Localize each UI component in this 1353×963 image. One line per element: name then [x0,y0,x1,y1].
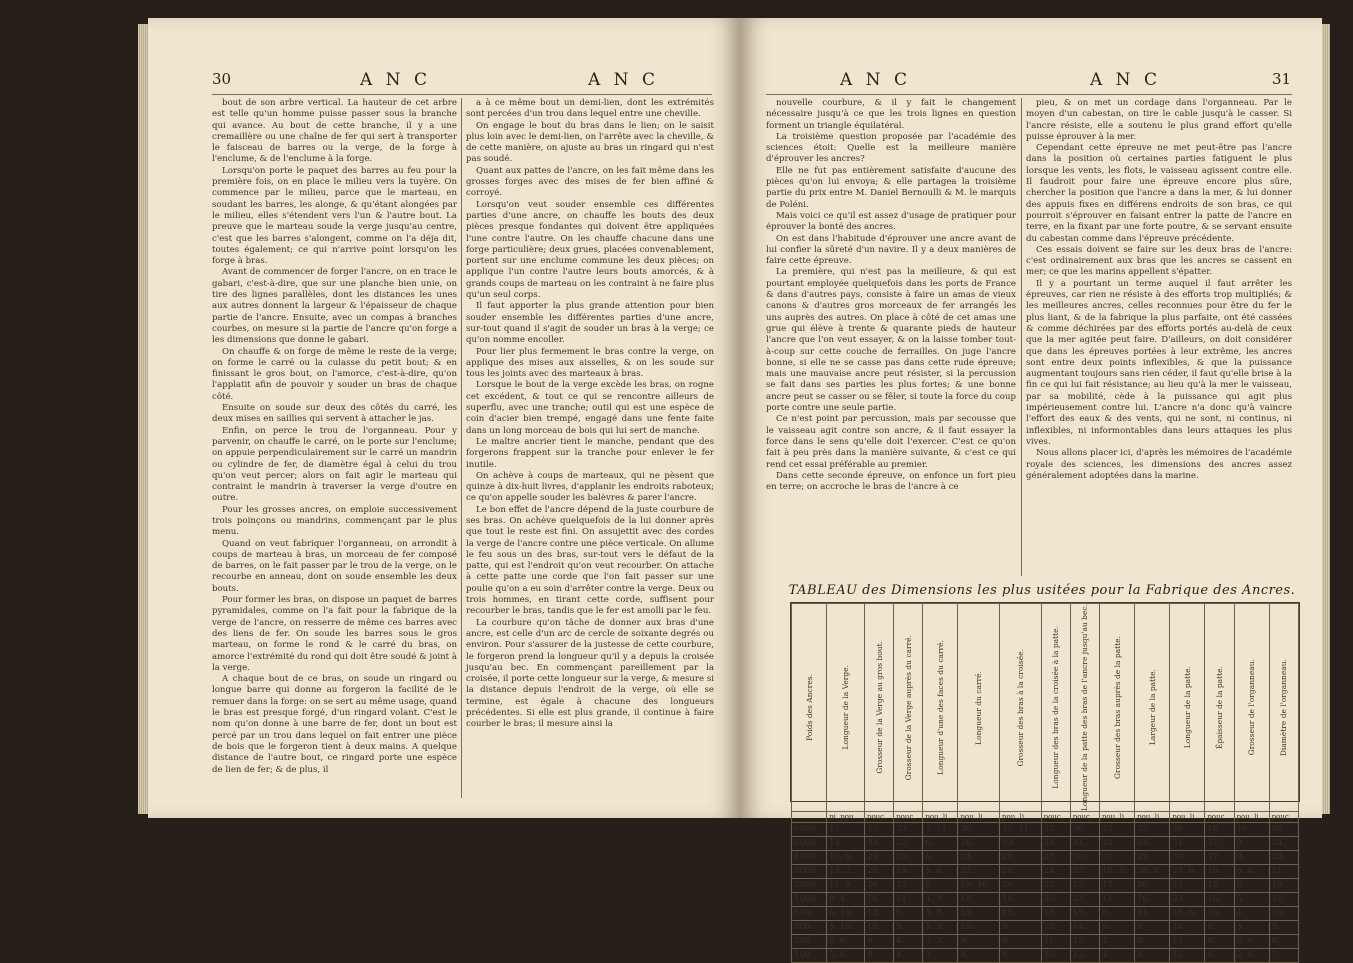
page-number-left: 30 [212,70,232,88]
table-unit-cell: pou. li. [923,811,958,822]
table-cell: 7. 11. [923,822,958,836]
table-cell: 9. [1000,920,1042,934]
column-divider [1021,98,1022,576]
left-page [148,18,740,818]
table-cell: 4. [1234,906,1269,920]
paragraph: La courbure qu'on tâche de donner aux bras d'une ancre, est celle d'un arc de cercle de soixante degrés ou environ. Pour s'assurer de la justesse de cette courbure, le forgeron prend la longueur qu'il y a depuis la croisée jusqu'au bec. En commençant pareillement par la croisée, il porte cette longueur sur la verge, & mesure si la distance depuis l'endroit de la verge, où elle se termine, est égale à chacune des longueurs précédentes. Si elle est plus grande, il continue à faire courber le bras; il mesure ainsi la [466,617,714,730]
table-cell: 25. [1170,878,1205,892]
table-cell: 10. [1205,906,1234,920]
table-cell: 10. [1269,906,1298,920]
paragraph: On chauffe & on forge de même le reste de la verge; on forme le carré ou la culasse du petit bout; & en finissant le gros bout, on l'amorce, c'est-à-dire, qu'on l'applatit afin de pouvoir y souder un bras de chaque côté. [212,346,457,402]
table-cell: 14. [1170,920,1205,934]
column-divider [461,98,462,798]
table-cell: 7. [1269,948,1298,962]
table-cell: 9. [864,934,893,948]
table-cell: 31. [1070,836,1099,850]
left-page-edge [138,24,148,814]
table-cell: 29. [864,850,893,864]
table-cell: 13. 2. [827,864,865,878]
paragraph: Pour lier plus fermement le bras contre la verge, on applique des mises aux aisselles, & on les soude sur tous les joints avec des marteaux à bras. [466,346,714,380]
table-cell: 8. [1205,920,1234,934]
table-cell: 6. [894,906,923,920]
table-cell: 6. 10. [827,906,865,920]
table-cell: 5. [1234,892,1269,906]
table-cell: 11. [1041,934,1070,948]
table-cell: 18. [958,892,1000,906]
table-cell: 29. [1000,850,1042,864]
table-cell: 6. [1099,906,1134,920]
table-cell: 20. [1099,850,1134,864]
table-header-cell [1234,604,1269,812]
table-cell: 35. [864,822,893,836]
table-caption: TABLEAU des Dimensions les plus usitées pour la Fabrique des Ancres. [788,583,1296,598]
paragraph: Il faut apporter la plus grande attention pour bien souder ensemble les différentes parties d'une ancre, sur-tout quand il s'agit de souder un bras à la verge; ce qu'on nomme encoller. [466,301,714,346]
table-cell: 8. [1269,934,1298,948]
table-cell: 12. [1041,920,1070,934]
table-cell: 5. [1099,920,1134,934]
table-cell: 6. [923,850,958,864]
table-cell: 8. [1234,878,1269,892]
table-cell: 300. [792,920,827,934]
table-cell: 23. [1170,892,1205,906]
table-cell: 5. 6. [923,864,958,878]
table-cell: 500. [792,906,827,920]
table-cell: 28. 1. [1135,864,1170,878]
table-cell: 15. [1041,906,1070,920]
paragraph: Ensuite on soude sur deux des côtés du carré, les deux mises en saillies qui servent à attacher le jas. [212,403,457,425]
table-cell: 17. [1099,878,1134,892]
paragraph: pieu, & on met un cordage dans l'organneau. Par le moyen d'un cabestan, on tire le cable jusqu'à le casser. Si l'ancre résiste, elle a soutenu le plus grand effort qu'elle puisse éprouver à la mer. [1026,98,1292,142]
table-cell: 22. [1099,836,1134,850]
paragraph: Quant aux pattes de l'ancre, on les fait même dans les grosses forges avec des mises de fer bien affiné & corroyé. [466,165,714,199]
table-cell: 9. [1269,920,1298,934]
paragraph: Nous allons placer ici, d'après les mémoires de l'académie royale des sciences, les dimensions des ancres assez généralement adoptées dans la marine. [1026,448,1292,481]
table-header-label: Diamètre de l'organneau. [1279,658,1289,757]
table-cell: 13. [1170,934,1205,948]
table-cell: 24. [1269,836,1298,850]
table-cell: 19. [1269,878,1298,892]
table-cell: 8. [958,948,1000,962]
table-header-cell [792,604,827,812]
table-header-cell [1269,604,1298,812]
header-rule [212,94,712,95]
text-column-left-2 [466,98,714,798]
table-cell: 5000. [792,836,827,850]
table-cell: 16. [864,892,893,906]
table-cell: 28. [1041,836,1070,850]
table-cell: 12. [1170,948,1205,962]
running-head-right-1: A N C [840,70,911,90]
paragraph: nouvelle courbure, & il y fait le changement nécessaire jusqu'à ce que les trois lignes en question forment un triangle équilatéral. [766,98,1016,131]
table-row [792,906,1299,920]
paragraph: Lorsqu'on veut souder ensemble ces différentes parties d'une ancre, on chauffe les bouts des deux pièces presque fondantes qui doivent être appliquées l'une contre l'autre. On les chauffe chacune dans une forge particulière; deux grues, placées convenablement, portent sur une enclume commune les deux pièces; on applique l'un contre l'autre leurs bouts amorcés, & à grands coups de marteau on les contraint à ne faire plus qu'un seul corps. [466,199,714,301]
table-header-label: Épaisseur de la patte. [1214,665,1224,750]
table-cell: 15. [1205,878,1234,892]
paragraph: On engage le bout du bras dans le lien; on le saisit plus loin avec le demi-lien, on l'arrête avec la cheville, & de cette manière, on ajuste au bras un ringard qui n'est pas soudé. [466,120,714,165]
table-cell: 5. 6. [827,948,865,962]
table-cell: 10. [1041,948,1070,962]
table-unit-cell: pou. li. [1135,811,1170,822]
table-cell: 27. [1041,850,1070,864]
table-cell: 8. [864,948,893,962]
table-cell: 14. [1070,920,1099,934]
table-cell: 33. [1000,836,1042,850]
table-header-cell [1070,604,1099,812]
table-header-label: Grosseur de la Verge auprès du carré. [903,634,913,781]
table-cell: 22. [958,864,1000,878]
running-head-left-2: A N C [588,70,659,90]
page-number-right: 31 [1272,70,1292,88]
table-cell: 9. 4. [827,892,865,906]
paragraph: Avant de commencer de forger l'ancre, on en trace le gabari, c'est-à-dire, que sur une planche bien unie, on tire des lignes parallèles, dont les distances les unes aux autres donnent la largeur & l'épaisseur de chaque partie de l'ancre. Ensuite, avec un compas à branches courbes, on mesure si la partie de l'ancre qu'on forge a les dimensions que donne le gabari. [212,267,457,346]
table-cell: 13. [1070,934,1099,948]
table-cell: 3. [923,948,958,962]
table-cell: 11. 9. [827,878,865,892]
table-cell: 31. [1170,836,1205,850]
paragraph: Le bon effet de l'ancre dépend de la juste courbure de ses bras. On achève quelquefois de la lui donner après que tout le reste est fini. On assujettit avec des cordes la verge de l'ancre contre une pièce verticale. On allume le feu sous un des bras, sur-tout vers le défaut de la patte, qui est l'endroit qu'on veut recourber. On attache à cette patte une corde que l'on fait passer sur une poulie qu'on a eu soin d'arrêter contre la verge. Deux ou trois hommes, en tirant cette corde, suffisent pour recourber le bras, tandis que le fer est amolli par le feu. [466,504,714,617]
table-cell: 26. [958,836,1000,850]
table-unit-cell: pi. pou. [827,811,865,822]
paragraph: Pour former les bras, on dispose un paquet de barres pyramidales, comme on l'a fait pour la fabrique de la verge de l'ancre, on resserre de même ces barres avec des liens de fer. On soude les barres sous le gros marteau, on forme le rond & le carré du bras, on amorce l'extrémité du rond qui doit être soudé & joint à la verge. [212,595,457,673]
table-cell: 9. [1234,850,1269,864]
paragraph: Quand on veut fabriquer l'organneau, on arrondit à coups de marteau à bras, un morceau de fer composé de barres, on le fait passer par le trou de la verge, on le recourbe en anneau, dont on soude ensemble les deux bouts. [212,538,457,594]
table-cell: 11. [894,892,923,906]
table-unit-cell [792,811,827,822]
table-cell: 6000. [792,822,827,836]
table-cell: 23. [1070,892,1099,906]
table-cell: 15. [1070,906,1099,920]
table-header-label: Grosseur des bras à la croisée. [1015,648,1025,767]
table-header-label: Longueur de la patte des bras de l'ancre jusqu'au bec. [1080,604,1090,811]
paragraph: On achève à coups de marteaux, qui ne pèsent que quinze à dix-huit livres, d'applanir les endroits raboteux; ce qu'on appelle souder les balèvres & parer l'ancre. [466,470,714,504]
table-cell: 5. [894,920,923,934]
table-cell: 3000. [792,864,827,878]
table-cell: 10. [864,920,893,934]
table-cell: 8. 6. [1234,864,1269,878]
paragraph: La première, qui n'est pas la meilleure, & qui est pourtant employée quelquefois dans les ports de France & dans d'autres pays, consiste à faire un amas de vieux canons & d'autres gros morceaux de fer arrangés les uns auprès des autres. On place à côté de cet amas une grue qui élève à trente & quarante pieds de hauteur l'ancre que l'on veut essayer, & on la laisse tomber tout-à-coup sur cette couche de ferrailles. On juge l'ancre bonne, si elle ne se casse pas dans cette rude épreuve; mais une mauvaise ancre peut résister, si la percussion se fait dans ses parties les plus fortes; & une bonne ancre peut se casser ou se fêler, si toute la force du coup porte contre une seule partie. [766,267,1016,414]
table-row [792,948,1299,962]
table-cell: 32. [1041,822,1070,836]
table-header-label: Longueur de la Verge. [841,665,851,750]
table-cell: 20. [894,850,923,864]
running-head-left-1: A N C [360,70,431,90]
table-cell: 4. [1099,934,1134,948]
table-unit-cell: pouc. [1205,811,1234,822]
running-head-right-2: A N C [1090,70,1161,90]
table-header-label: Longueur de la patte. [1182,666,1192,749]
table-cell: 8. [1000,948,1042,962]
table-header-label: Longueur du carré. [974,670,984,745]
table-header-cell [827,604,865,812]
table-cell: 23. [1269,850,1298,864]
table-cell: 8. [1135,948,1170,962]
table-unit-cell: pouc. [894,811,923,822]
table-cell: 15. [1205,892,1234,906]
table-cell: 3. 3. [923,920,958,934]
text-column-right-1 [766,98,1016,576]
table-header-label: Grosseur de l'organneau. [1247,659,1257,756]
table-cell: 19. 10. [958,878,1000,892]
table-cell: 18. [894,864,923,878]
table-cell: 28. [1000,864,1042,878]
paragraph: Enfin, on perce le trou de l'organneau. Pour y parvenir, on chauffe le carré, on le porte sur l'enclume; on appuie perpendiculairement sur le carré un mandrin ou cylindre de fer, de diamètre égal à celui du trou qu'on veut percer; alors on fait agir le marteau qui contraint le mandrin à traverser la verge d'outre en outre. [212,425,457,504]
table-cell: 4000. [792,850,827,864]
paragraph: Il y a pourtant un terme auquel il faut arrêter les épreuves, car rien ne résiste à des efforts trop multipliés; & les meilleures ancres, celles reconnues pour être du fer le plus liant, & de la fabrique la plus parfaite, ont été cassées & comme déchirées par des efforts portés au-delà de ceux que la mer agitée peut faire. D'ailleurs, on doit considérer que dans les épreuves portées à leur extrême, les ancres sont entre deux points inflexibles, & que la puissance augmentant toujours sans rien céder, il faut qu'elle brise à la fin ce qui lui fait résistance; au lieu qu'à la mer le vaisseau, par sa mobilité, cède à la puissance qui agit plus impérieusement contre lui. L'ancre n'a donc qu'à vaincre l'effort des eaux & des vents, qui ne sont, ni continus, ni inflexibles, ni informontables dans leurs attaques les plus vives. [1026,278,1292,447]
text-column-right-2 [1026,98,1292,576]
table-header-cell [1135,604,1170,812]
table-cell: 33. [864,836,893,850]
table-cell: 10. [958,920,1000,934]
table-row [792,892,1299,906]
table-row [792,822,1299,836]
table-cell: 4. 9. [923,892,958,906]
paragraph: A chaque bout de ce bras, on soude un ringard ou longue barre qui donne au forgeron la facilité de le remuer dans la forge: on se sert au même usage, quand le bras est presque forgé, d'un ringard volant. C'est le nom qu'on donne à une barre de fer, dont un bout est percé par un trou dans lequel on fait entrer une pièce de bois que le forgeron tient à deux mains. A quelque distance de l'autre bout, ce ringard porte une espèce de lien de fer; & de plus, il [212,674,457,775]
table-header-label: Grosseur des bras auprès de la patte. [1112,636,1122,779]
right-page-edge [1322,24,1330,814]
table-units-row [792,811,1299,822]
table-cell: 3. 8. [923,906,958,920]
table-unit-cell: pouc. [1269,811,1298,822]
table-cell: 3. 3. [923,934,958,948]
table-cell: 4. [894,934,923,948]
table-unit-cell: pou. li. [1099,811,1134,822]
table-row [792,836,1299,850]
table-header-cell [958,604,1000,812]
table-cell: 33. [1135,836,1170,850]
table-cell: 5. [923,878,958,892]
table-row [792,878,1299,892]
table-cell: 24. [1041,864,1070,878]
table-cell: 8. [1000,934,1042,948]
table-cell: 35. [1135,822,1170,836]
table-cell: 20. [1041,892,1070,906]
table-cell: 16. [1205,864,1234,878]
paragraph: Mais voici ce qu'il est assez d'usage de pratiquer pour éprouver la bonté des ancres. [766,210,1016,233]
table-cell: 4. [1099,948,1134,962]
table-header-label: Largeur de la patte. [1147,669,1157,746]
table-header-cell [1099,604,1134,812]
table-cell: 4. [894,948,923,962]
table-cell: 27. 6. [1170,864,1205,878]
table-cell: 2000. [792,878,827,892]
table-cell: 22. [894,836,923,850]
table-header-cell [1000,604,1042,812]
table-row [792,864,1299,878]
table-header-label: Longueur d'une des faces du carré. [935,640,945,775]
table-cell: 26. [1135,878,1170,892]
table-header-cell [1170,604,1205,812]
table-cell: 13. 6. [827,850,865,864]
paragraph: On est dans l'habitude d'éprouver une ancre avant de lui confier la sûreté d'un navire. Il y a deux manières de faire cette épreuve. [766,233,1016,267]
open-book [60,18,1322,961]
table-cell: 17. [1205,836,1234,850]
paragraph: Ce n'est point par percussion, mais par secousse que le vaisseau agit contre son ancre, & il faut essayer la force dans le sens qu'elle doit l'exercer. C'est ce qu'on fait à peu près dans la manière suivante, & c'est ce qui rend cet essai préférable au premier. [766,414,1016,470]
table-header-cell [923,604,958,812]
table-cell: 12. [864,906,893,920]
table-cell: 17. [1205,850,1234,864]
table-header-cell [1205,604,1234,812]
table-cell: 11. [1135,906,1170,920]
table-cell: 28. [864,864,893,878]
table-cell: 8. [1205,948,1234,962]
paragraph: a à ce même bout un demi-lien, dont les extrémités sont percées d'un trou dans lequel entre une cheville. [466,98,714,120]
table-cell: 200. [792,934,827,948]
table-cell: 14. [827,836,865,850]
paragraph: Ces essais doivent se faire sur les deux bras de l'ancre: c'est ordinairement aux bras que les ancres se cassent en mer; ce que les marins appellent s'épatter. [1026,244,1292,278]
table-cell: 10. [1234,822,1269,836]
table-cell: 26. [1000,878,1042,892]
table-header-label: Grosseur de la Verge au gros bout. [874,641,884,774]
paragraph: Pour les grosses ancres, on emploie successivement trois poinçons ou mandrins, commençant par le plus menu. [212,504,457,538]
table-header-cell [894,604,923,812]
table-cell: 15. [827,822,865,836]
paragraph: La troisième question proposée par l'académie des sciences étoit: Quelle est la meilleure manière d'éprouver les ancres? [766,131,1016,165]
table-cell: 30. [1269,822,1298,836]
table-cell: 2. 6. [1234,934,1269,948]
table-unit-cell: pouc. [864,811,893,822]
table-cell: 16. [1000,892,1042,906]
paragraph: Cependant cette épreuve ne met peut-être pas l'ancre dans la position où certaines parties fatiguent le plus lorsque les vents, les flots, le vaisseau agissent contre elle. Il faudroit pour faire une épreuve encore plus sûre, chercher la position que l'ancre a dans la mer, & lui donner des appuis fixes en différens endroits de son bras, ce qui pourroit s'éprouver en faisant entrer la patte de l'ancre en terre, en la fixant par une forte poutre, & se servant ensuite du cabestan comme dans l'épreuve précédente. [1026,143,1292,244]
table-header-label: Longueur des bras de la croisée à la patte. [1051,626,1061,789]
table-unit-cell: pou. li. [958,811,1000,822]
table-cell: 35. 11. [1000,822,1042,836]
table-cell: 11. [1099,892,1134,906]
header-rule [766,94,1292,95]
table-cell: 9. [958,934,1000,948]
table-cell: 22. [1041,878,1070,892]
paragraph: Le maître ancrier tient le manche, pendant que des forgerons frappent sur la tranche pour enlever le fer inutile. [466,436,714,470]
dimensions-table [790,602,1300,961]
table-cell: 5. 6. [827,934,865,948]
table-cell: 13. [958,906,1000,920]
table-header-cell [864,604,893,812]
table-header-label: Poids des Ancres. [804,674,814,741]
table-cell: 12. [1070,948,1099,962]
right-page [740,18,1322,961]
table-cell: 8. [1135,934,1170,948]
table-unit-cell: pouc. [1070,811,1099,822]
table-cell: 29. [1135,850,1170,864]
table-cell: 6. [923,836,958,850]
table-cell: 23. [1099,822,1134,836]
paragraph: Dans cette seconde épreuve, on enfonce un fort pieu en terre; on accroche le bras de l'ancre à ce [766,470,1016,493]
table-cell: 18. 2. [1099,864,1134,878]
table-cell: 11. [1000,906,1042,920]
table-cell: 1000. [792,892,827,906]
table-unit-cell: pouc. [1041,811,1070,822]
table-cell: 9. [1135,920,1170,934]
table-cell: 25. [1070,878,1099,892]
table-unit-cell: pou. li. [1000,811,1042,822]
table-cell: 27. [1070,864,1099,878]
table-cell: 30. [958,822,1000,836]
table-row [792,934,1299,948]
table-cell: 5. 10. [827,920,865,934]
table-cell: 36. [1070,822,1099,836]
table-cell: 12. [1269,892,1298,906]
table-cell: 17. [894,878,923,892]
table-unit-cell: pou. li. [1234,811,1269,822]
table-header-cell [1041,604,1070,812]
table-cell: 100. [792,948,827,962]
paragraph: Lorsque le bout de la verge excède les bras, on rogne cet excédent, & tout ce qui se rencontre ailleurs de superflu, avec une tranche; outil qui est une espèce de coin d'acier bien trempé, engagé dans une fente faite dans un long morceau de bois qui lui sert de manche. [466,380,714,436]
table-cell: 8. [1205,934,1234,948]
table-cell: 9. [1234,836,1269,850]
table-cell: 21. [1269,864,1298,878]
table-cell: 23. [894,822,923,836]
table-cell: 16. [1135,892,1170,906]
table-cell: 30. [1170,850,1205,864]
table-cell: 3. [1234,920,1269,934]
table-cell: 36. [1170,822,1205,836]
table-row [792,850,1299,864]
paragraph: Lorsqu'on porte le paquet des barres au feu pour la première fois, on en place le milieu vers la tuyère. On commence par le milieu, parce que le marteau, en soudant les barres, les alonge, & qu'étant alongées par le milieu, elles s'étendent vers l'un & l'autre bout. La preuve que le marteau soude la verge jusqu'au centre, c'est que les barres s'alongent, comme on l'a déja dit, toutes également; ce qui n'arrive point lorsqu'on les forge à bras. [212,165,457,267]
table-cell: 30. [1070,850,1099,864]
table-unit-cell: pou. li. [1170,811,1205,822]
table-cell: 2. 6. [1234,948,1269,962]
table-cell: 18. [1205,822,1234,836]
text-column-left-1 [212,98,457,798]
table-cell: 15. 6. [1170,906,1205,920]
table-cell: 26. [864,878,893,892]
paragraph: Elle ne fut pas entièrement satisfaite d'aucune des pièces qu'on lui envoya; & elle partagea la troisième partie du prix entre M. Daniel Bernoulli & M. le marquis de Poléni. [766,165,1016,210]
table-row [792,920,1299,934]
paragraph: bout de son arbre vertical. La hauteur de cet arbre est telle qu'un homme puisse passer sous la branche qui avance. Au bout de cette branche, il y a une cremaillère ou une chaîne de fer qui sert à transporter le faisceau de barres ou la verge, de la forge à l'enclume, & de l'enclume à la forge. [212,98,457,165]
table-cell: 24. [958,850,1000,864]
